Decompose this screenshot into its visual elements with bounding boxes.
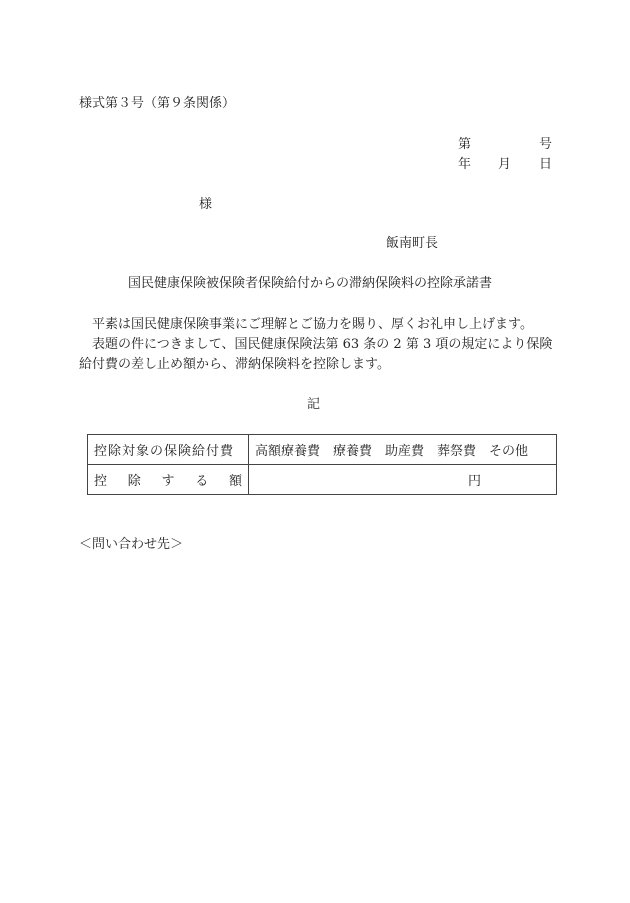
label-char: 除 (127, 474, 141, 489)
yen-unit: 円 (468, 474, 482, 489)
label-text: 控除対象の保険給付費 (94, 444, 235, 459)
deduction-table (87, 434, 557, 495)
body-line-1: 平素は国民健康保険事業にご理解とご協力を賜り、厚くお礼申し上げます。 (92, 317, 533, 332)
label-char: 額 (228, 474, 242, 489)
body-line-2: 表題の件につきまして、国民健康保険法第 63 条の 2 第 3 項の規定により保険 (92, 337, 553, 352)
ki-heading: 記 (307, 397, 321, 412)
benefit-type-options: 高額療養費 療養費 助産費 葬祭費 その他 (249, 435, 557, 465)
date-year: 年 (458, 157, 472, 172)
body-line-3: 給付費の差し止め額から、滞納保険料を控除します。 (79, 357, 390, 372)
table-row (88, 435, 557, 465)
form-number: 様式第３号（第９条関係） (79, 96, 236, 111)
ref-dai: 第 (458, 137, 472, 152)
label-char: る (195, 474, 209, 489)
ref-go: 号 (539, 137, 553, 152)
contact-heading: ＜問い合わせ先＞ (79, 537, 184, 552)
addressee-suffix: 様 (199, 197, 213, 212)
deduction-amount-value (249, 465, 557, 495)
sender: 飯南町長 (386, 236, 439, 251)
deduction-amount-label (88, 465, 249, 495)
table-row (88, 465, 557, 495)
document-title: 国民健康保険被保険者保険給付からの滞納保険料の控除承諾書 (128, 276, 493, 291)
label-char: す (161, 474, 175, 489)
date-month: 月 (498, 157, 512, 172)
benefit-type-label (88, 435, 249, 465)
label-char: 控 (94, 474, 108, 489)
date-day: 日 (539, 157, 553, 172)
